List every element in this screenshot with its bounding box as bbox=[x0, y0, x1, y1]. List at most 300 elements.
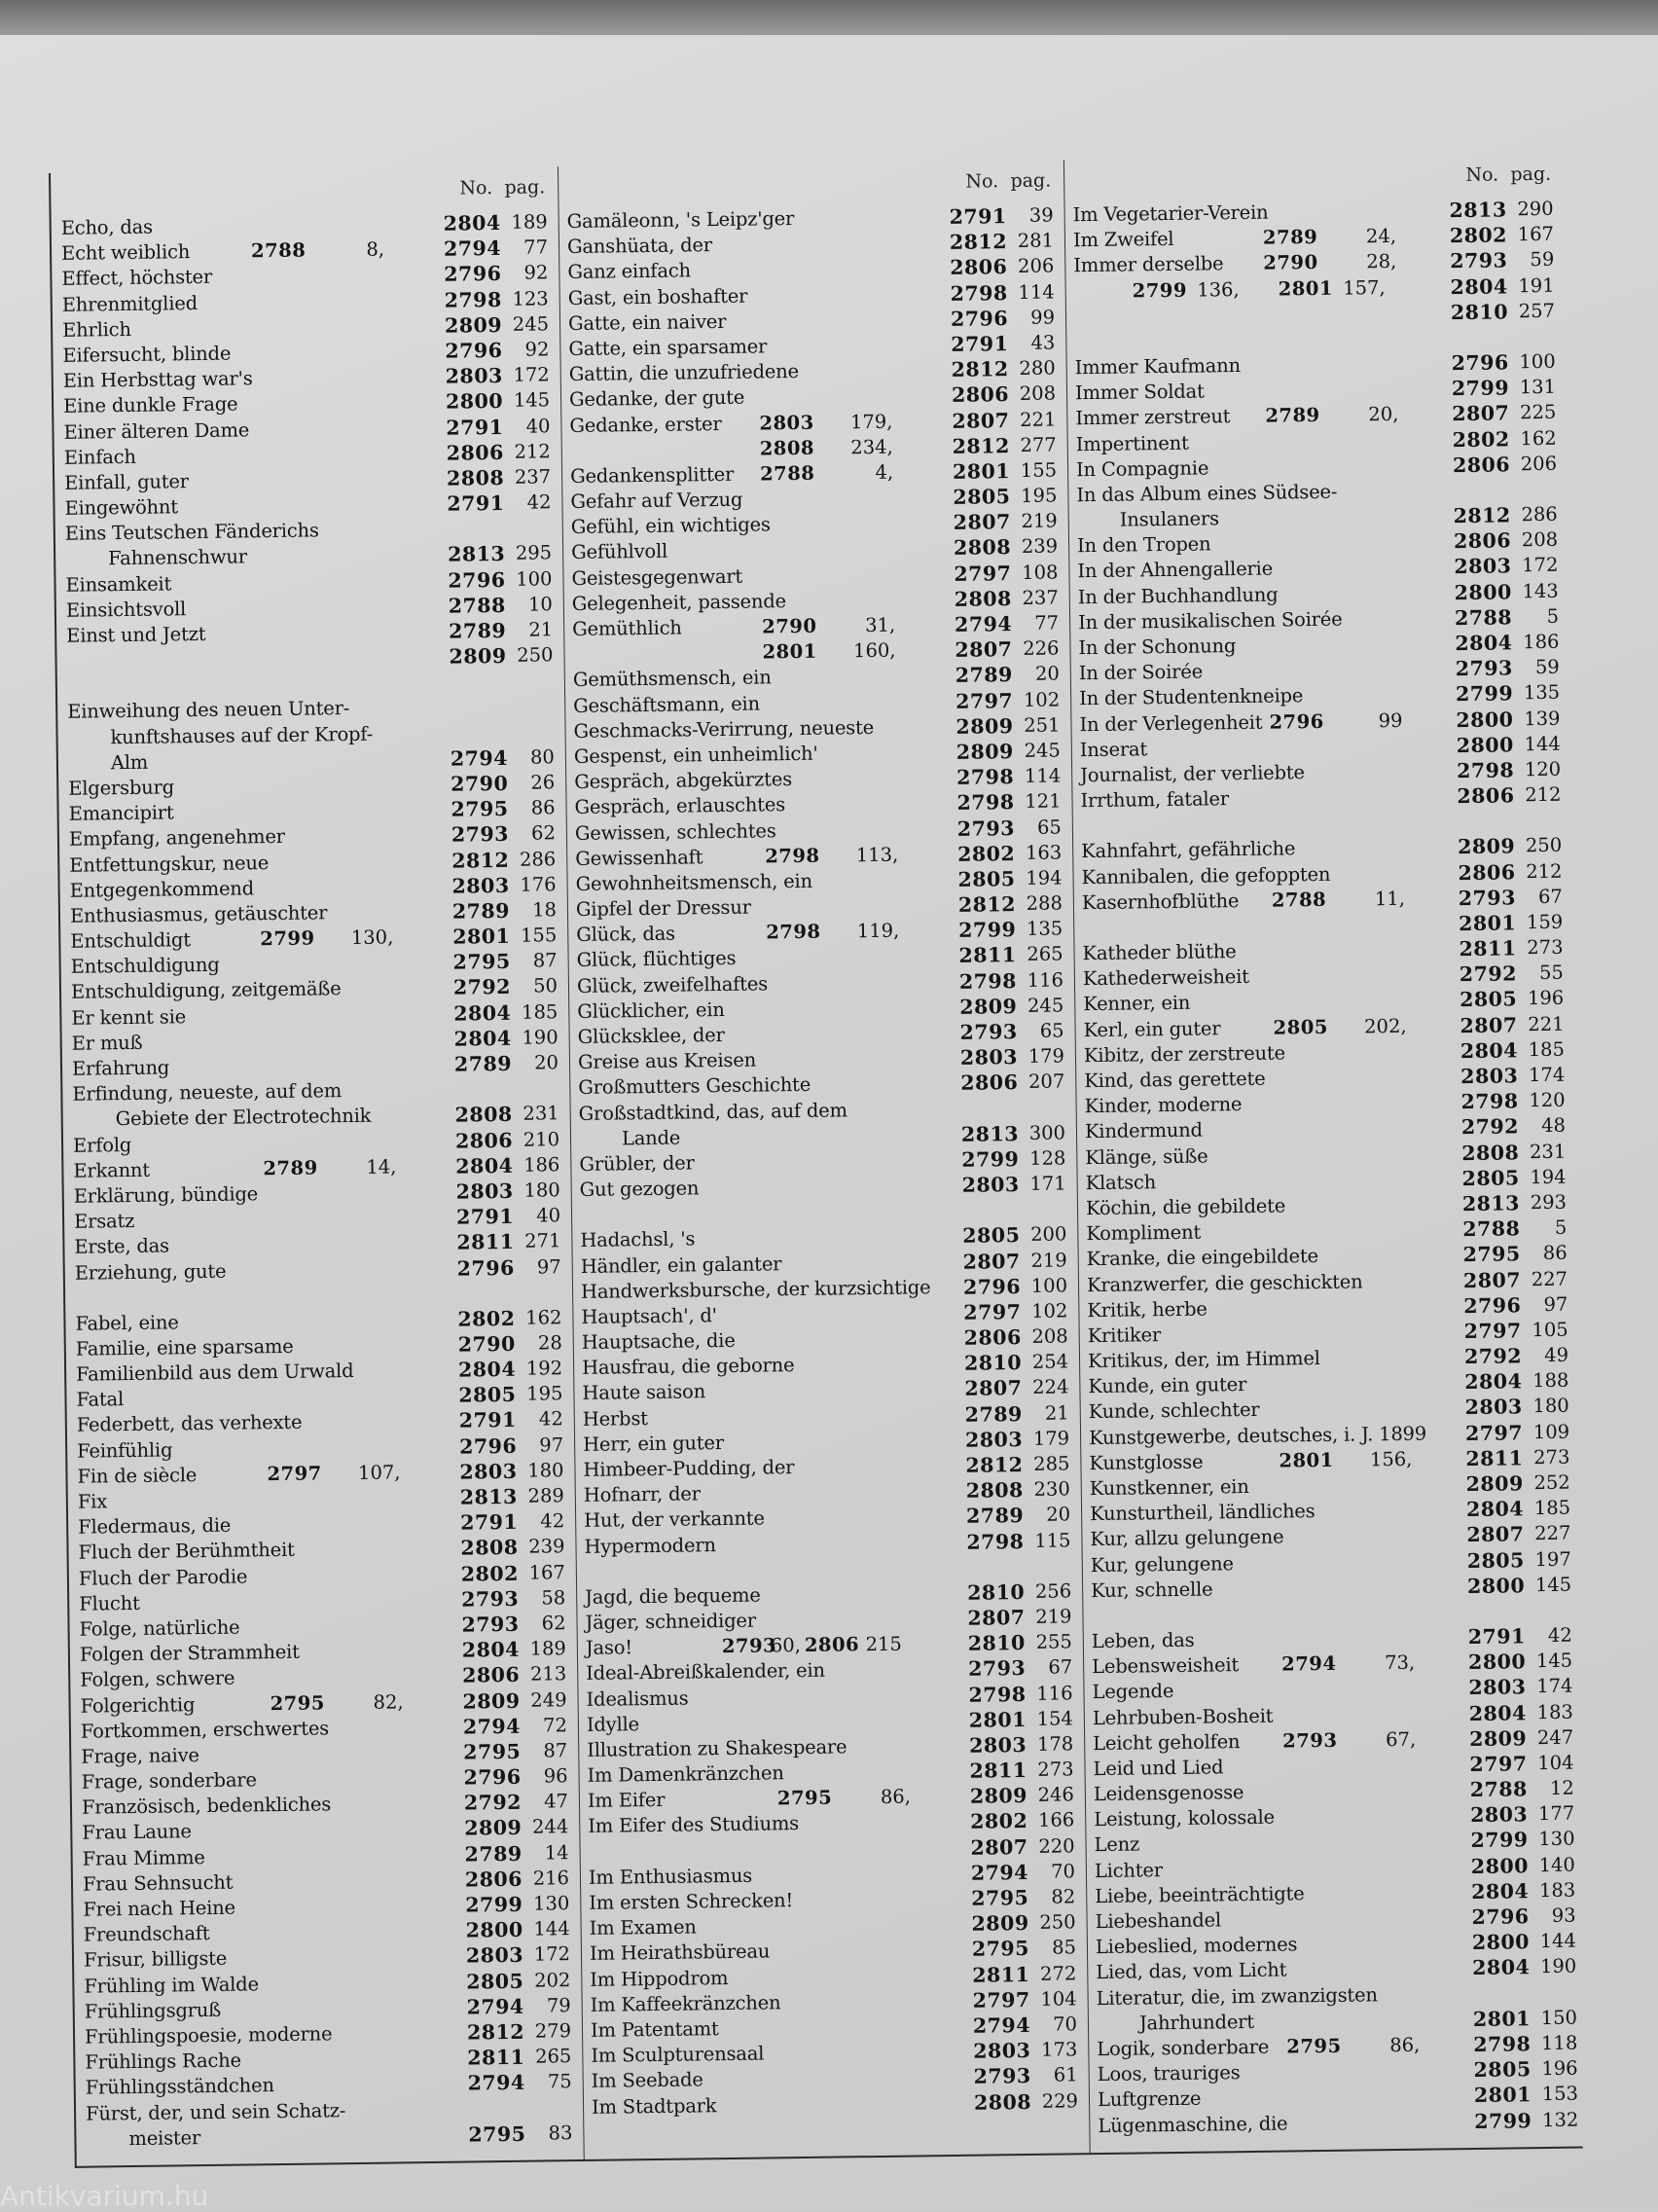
page: 116 bbox=[1027, 968, 1064, 992]
entry-title: Feinfühlig bbox=[77, 1438, 173, 1463]
page: 219 bbox=[1035, 1605, 1072, 1628]
cross-ref-number: 2801 bbox=[762, 639, 817, 664]
number: 2807 bbox=[970, 1834, 1028, 1860]
page: 251 bbox=[1024, 713, 1061, 737]
number: 2803 bbox=[1469, 1802, 1529, 1828]
number: 2808 bbox=[446, 465, 505, 490]
index-column-1 bbox=[60, 176, 575, 2158]
number: 2789 bbox=[464, 1841, 523, 1867]
entry-title: Hadachsl, 's bbox=[580, 1227, 696, 1252]
number: 2799 bbox=[1474, 2108, 1532, 2133]
page: 273 bbox=[1037, 1758, 1074, 1781]
entry-title: kunftshauses auf der Kropf- bbox=[110, 722, 374, 748]
number: 2792 bbox=[1460, 1114, 1520, 1140]
cross-ref-page: 136, bbox=[1197, 277, 1240, 302]
page: 102 bbox=[1031, 1299, 1068, 1323]
number: 2806 bbox=[464, 1867, 523, 1892]
entry-title: Familie, eine sparsame bbox=[75, 1334, 294, 1360]
entry-title: Literatur, die, im zwanzigsten bbox=[1096, 1982, 1378, 2010]
cross-ref-number: 2795 bbox=[1286, 2034, 1342, 2058]
number: 2803 bbox=[445, 364, 503, 388]
number: 2805 bbox=[953, 485, 1011, 509]
number: 2803 bbox=[1460, 1064, 1519, 1089]
entry-title: Alm bbox=[110, 750, 149, 774]
entry-title: Liebeshandel bbox=[1095, 1908, 1222, 1934]
entry-title: Im Damenkränzchen bbox=[587, 1761, 784, 1787]
entry-title: Ehrlich bbox=[61, 317, 131, 342]
number: 2794 bbox=[462, 1714, 522, 1739]
entry-title: Handwerksbursche, der kurzsichtige bbox=[580, 1275, 931, 1303]
entry-title: Leistung, kolossale bbox=[1094, 1805, 1276, 1831]
number: 2798 bbox=[1456, 758, 1515, 783]
cross-ref-number: 2789 bbox=[1265, 404, 1320, 427]
number: 2793 bbox=[1450, 248, 1508, 273]
entry-title: Ehrenmitglied bbox=[61, 291, 198, 316]
number: 2794 bbox=[450, 745, 509, 771]
cross-ref-number: 2799 bbox=[260, 926, 315, 951]
page: 265 bbox=[534, 2045, 572, 2068]
page: 12 bbox=[1549, 1776, 1575, 1800]
entry-title: Elgersburg bbox=[68, 776, 175, 800]
entry-title: Gast, ein boshafter bbox=[567, 284, 748, 309]
number: 2804 bbox=[1471, 1879, 1530, 1904]
entry-title: Herbst bbox=[582, 1406, 648, 1431]
number: 2807 bbox=[1466, 1522, 1525, 1547]
page: 145 bbox=[1534, 1573, 1572, 1596]
entry-title: Entfettungskur, neue bbox=[69, 851, 270, 877]
page: 67 bbox=[1537, 885, 1564, 908]
index-column-3 bbox=[1072, 163, 1581, 2145]
page: 244 bbox=[531, 1815, 569, 1839]
entry-title: Empfang, angenehmer bbox=[68, 825, 286, 852]
cross-ref-number: 2799 bbox=[1132, 278, 1188, 302]
number: 2794 bbox=[443, 236, 502, 261]
entry-title: Frau Sehnsucht bbox=[82, 1870, 234, 1896]
cross-ref-number: 2795 bbox=[776, 1786, 833, 1810]
page: 177 bbox=[1537, 1801, 1575, 1826]
number: 2807 bbox=[953, 510, 1011, 535]
cross-ref-number: 2788 bbox=[1271, 888, 1327, 912]
entry-title: Echt weiblich bbox=[60, 240, 191, 266]
cross-ref-page: 156, bbox=[1369, 1447, 1413, 1471]
number: 2804 bbox=[453, 1026, 512, 1051]
number: 2797 bbox=[1463, 1319, 1522, 1343]
page: 280 bbox=[1019, 356, 1056, 381]
number: 2804 bbox=[1464, 1369, 1523, 1395]
number: 2800 bbox=[465, 1917, 523, 1942]
page: 166 bbox=[1037, 1808, 1075, 1832]
number: 2796 bbox=[1451, 350, 1509, 376]
page: 213 bbox=[529, 1662, 567, 1686]
page: 155 bbox=[1020, 458, 1058, 482]
page: 192 bbox=[525, 1357, 563, 1380]
number: 2800 bbox=[1467, 1650, 1527, 1675]
entry-title: Journalist, der verliebte bbox=[1080, 761, 1305, 787]
entry-title: Kunsturtheil, ländliches bbox=[1089, 1500, 1316, 1526]
page: 271 bbox=[524, 1229, 561, 1253]
number: 2808 bbox=[973, 2089, 1032, 2115]
number: 2806 bbox=[960, 1070, 1019, 1096]
number: 2794 bbox=[466, 1994, 524, 2019]
entry-title: Grübler, der bbox=[579, 1151, 695, 1176]
page: 186 bbox=[1523, 630, 1560, 654]
entry-title: Kritik, herbe bbox=[1087, 1297, 1207, 1322]
number: 2792 bbox=[1459, 961, 1518, 987]
number: 2794 bbox=[970, 1860, 1029, 1885]
page: 120 bbox=[1529, 1088, 1566, 1112]
page: 167 bbox=[1517, 222, 1555, 246]
page: 50 bbox=[533, 974, 559, 997]
number: 2803 bbox=[455, 1179, 514, 1204]
page: 221 bbox=[1020, 407, 1057, 431]
page: 48 bbox=[1540, 1114, 1567, 1138]
page: 59 bbox=[1534, 655, 1560, 679]
cross-ref-page: 24, bbox=[1365, 225, 1397, 248]
entry-title: Erfahrung bbox=[71, 1056, 170, 1080]
cross-ref-number: 2790 bbox=[762, 614, 817, 638]
page: 173 bbox=[1040, 2038, 1078, 2061]
entry-title: Jagd, die bequeme bbox=[585, 1583, 761, 1609]
number: 2792 bbox=[1463, 1344, 1523, 1369]
page: 5 bbox=[1546, 604, 1560, 628]
number: 2804 bbox=[1460, 1038, 1519, 1063]
number: 2803 bbox=[961, 1173, 1020, 1197]
entry-title: Im Hippodrom bbox=[590, 1966, 729, 1991]
cross-ref-page: 99 bbox=[1378, 708, 1403, 732]
number: 2797 bbox=[963, 1299, 1022, 1324]
entry-title: Gemüthlich bbox=[572, 616, 682, 640]
page: 20 bbox=[534, 1051, 559, 1074]
page: 61 bbox=[1053, 2063, 1078, 2086]
entry-title: Kasernhofblüthe bbox=[1081, 888, 1240, 914]
entry-title: In der Buchhandlung bbox=[1077, 583, 1279, 608]
page: 171 bbox=[1029, 1172, 1066, 1196]
number: 2799 bbox=[958, 918, 1017, 943]
header-no: No. bbox=[965, 170, 999, 193]
number: 2813 bbox=[1449, 198, 1507, 223]
number: 2791 bbox=[446, 415, 504, 440]
page: 162 bbox=[1520, 426, 1557, 450]
page: 83 bbox=[548, 2121, 573, 2145]
entry-title: Gatte, ein sparsamer bbox=[568, 335, 768, 360]
number: 2796 bbox=[456, 1255, 515, 1281]
page: 109 bbox=[1532, 1420, 1570, 1443]
number: 2812 bbox=[1453, 503, 1511, 528]
entry-title: Haute saison bbox=[582, 1380, 706, 1405]
number: 2813 bbox=[459, 1484, 518, 1509]
number: 2803 bbox=[964, 1427, 1024, 1452]
number: 2793 bbox=[1455, 656, 1513, 681]
number: 2788 bbox=[1469, 1777, 1529, 1802]
number: 2806 bbox=[963, 1325, 1022, 1350]
page: 256 bbox=[1034, 1579, 1072, 1603]
page: 190 bbox=[1539, 1954, 1577, 1978]
page: 42 bbox=[526, 490, 552, 514]
page: 208 bbox=[1019, 381, 1057, 406]
number: 2797 bbox=[1464, 1420, 1524, 1445]
page: 224 bbox=[1032, 1375, 1069, 1399]
number: 2789 bbox=[453, 1051, 513, 1076]
entry-title: Hauptsache, die bbox=[581, 1328, 736, 1354]
entry-title: Impertinent bbox=[1075, 431, 1189, 455]
cross-ref-number: 2790 bbox=[1263, 251, 1318, 275]
cross-ref-page: 11, bbox=[1374, 887, 1406, 910]
entry-title: Einfach bbox=[63, 445, 136, 469]
page: 200 bbox=[1029, 1222, 1067, 1247]
page: 39 bbox=[1028, 203, 1054, 227]
number: 2800 bbox=[1456, 707, 1514, 732]
page: 195 bbox=[526, 1382, 563, 1405]
entry-title: Im Sculpturensaal bbox=[591, 2042, 765, 2067]
cross-ref-page: 202, bbox=[1364, 1014, 1407, 1037]
page: 145 bbox=[1535, 1649, 1573, 1673]
number: 2800 bbox=[445, 389, 504, 414]
number: 2788 bbox=[1454, 605, 1513, 630]
entry-title: Erklärung, bündige bbox=[73, 1182, 259, 1208]
page: 163 bbox=[1025, 841, 1063, 864]
number: 2804 bbox=[1465, 1497, 1525, 1522]
entry-title: Frage, sonderbare bbox=[81, 1768, 257, 1794]
entry-title: In der Verlegenheit bbox=[1079, 710, 1263, 736]
number: 2806 bbox=[454, 1128, 514, 1153]
page: 145 bbox=[513, 388, 551, 413]
entry-title: Gefühlvoll bbox=[570, 540, 668, 564]
number: 2793 bbox=[460, 1586, 520, 1612]
number: 2804 bbox=[1455, 631, 1513, 656]
page: 14 bbox=[544, 1840, 569, 1865]
number: 2799 bbox=[465, 1892, 523, 1917]
entry-title: Immer zerstreut bbox=[1075, 405, 1231, 430]
page: 286 bbox=[519, 847, 557, 871]
entry-title: Jäger, schneidiger bbox=[585, 1609, 757, 1634]
entry-title: Hut, der verkannte bbox=[584, 1506, 765, 1533]
page: 167 bbox=[528, 1560, 566, 1584]
entry-title: Gewohnheitsmensch, ein bbox=[575, 869, 813, 895]
page: 67 bbox=[1048, 1655, 1073, 1679]
number: 2800 bbox=[1471, 1930, 1531, 1955]
entry-title: Kerl, ein guter bbox=[1083, 1016, 1221, 1041]
entry-title: Liebeslied, modernes bbox=[1095, 1933, 1298, 1959]
page: 196 bbox=[1541, 2056, 1578, 2081]
page: 162 bbox=[525, 1305, 562, 1329]
entry-title: Kompliment bbox=[1086, 1220, 1202, 1246]
number: 2788 bbox=[448, 593, 507, 618]
entry-title: Kinder, moderne bbox=[1084, 1093, 1243, 1118]
page: 128 bbox=[1028, 1146, 1066, 1170]
number: 2798 bbox=[1473, 2032, 1532, 2056]
entry-title: Lied, das, vom Licht bbox=[1096, 1958, 1287, 1984]
number: 2812 bbox=[949, 230, 1008, 255]
entry-title: Luftgrenze bbox=[1097, 2086, 1202, 2112]
entry-title: Lügenmaschine, die bbox=[1098, 2112, 1288, 2137]
entry-title: Fix bbox=[77, 1490, 108, 1513]
entry-title: Geschmacks-Verirrung, neueste bbox=[573, 715, 875, 743]
entry-title: Echo, das bbox=[60, 215, 154, 239]
page: 188 bbox=[1532, 1368, 1569, 1393]
number: 2806 bbox=[462, 1663, 521, 1687]
number: 2804 bbox=[443, 210, 501, 236]
entry-title: Gattin, die unzufriedene bbox=[568, 360, 800, 386]
header-no: No. bbox=[459, 177, 493, 199]
number: 2803 bbox=[465, 1943, 524, 1968]
page: 70 bbox=[1053, 2013, 1078, 2036]
number: 2799 bbox=[1455, 681, 1514, 707]
page: 273 bbox=[1527, 935, 1564, 960]
number: 2802 bbox=[957, 841, 1016, 866]
number: 2809 bbox=[1465, 1471, 1524, 1497]
entry-title: Katheder blüthe bbox=[1082, 940, 1237, 965]
number: 2798 bbox=[956, 790, 1015, 816]
number: 2805 bbox=[1466, 1547, 1525, 1573]
page: 55 bbox=[1538, 961, 1565, 985]
entry-title: Kritikus, der, im Himmel bbox=[1087, 1347, 1320, 1373]
number: 2813 bbox=[447, 542, 506, 567]
page: 230 bbox=[1033, 1477, 1070, 1502]
number: 2801 bbox=[1473, 2083, 1532, 2108]
entry-title: Insulaners bbox=[1119, 507, 1220, 531]
entry-title: Klänge, süße bbox=[1085, 1144, 1208, 1169]
number: 2800 bbox=[1470, 1853, 1530, 1878]
cross-ref-page: 160, bbox=[852, 638, 896, 663]
number: 2795 bbox=[463, 1739, 522, 1764]
number: 2806 bbox=[1458, 859, 1516, 885]
number: 2806 bbox=[1453, 528, 1512, 554]
number: 2811 bbox=[1459, 936, 1517, 961]
page: 159 bbox=[1526, 910, 1564, 934]
page: 179 bbox=[1027, 1044, 1065, 1069]
entry-title: Kunstgewerbe, deutsches, i. J. 1899 bbox=[1088, 1422, 1427, 1449]
page: 194 bbox=[1530, 1165, 1567, 1188]
page: 237 bbox=[514, 465, 552, 489]
number: 2798 bbox=[966, 1529, 1025, 1554]
page: 26 bbox=[530, 771, 556, 794]
number: 2803 bbox=[1454, 554, 1512, 579]
entry-title: In der Studentenkneipe bbox=[1079, 684, 1304, 710]
page: 82 bbox=[1051, 1885, 1076, 1908]
number: 2800 bbox=[1466, 1574, 1526, 1598]
entry-title: Gefahr auf Verzug bbox=[570, 488, 743, 514]
entry-title: Emancipirt bbox=[68, 801, 174, 825]
page: 72 bbox=[542, 1713, 568, 1737]
entry-title: Einsamkeit bbox=[65, 572, 172, 597]
number: 2809 bbox=[449, 644, 507, 669]
page: 108 bbox=[1022, 561, 1059, 584]
number: 2809 bbox=[971, 1911, 1029, 1936]
page: 186 bbox=[523, 1152, 560, 1177]
number: 2803 bbox=[969, 1732, 1027, 1758]
page: 97 bbox=[536, 1254, 561, 1279]
number: 2808 bbox=[953, 535, 1012, 561]
page: 153 bbox=[1541, 2082, 1579, 2106]
page: 252 bbox=[1533, 1470, 1570, 1495]
page: 281 bbox=[1017, 229, 1055, 253]
entry-title: Im ersten Schrecken! bbox=[589, 1889, 794, 1914]
page: 195 bbox=[1021, 484, 1058, 508]
entry-title: Kranzwerfer, die geschickten bbox=[1086, 1269, 1363, 1296]
entry-title: Lehrbuben-Bosheit bbox=[1092, 1704, 1274, 1729]
number: 2803 bbox=[959, 1045, 1019, 1070]
cross-ref-page: 119, bbox=[856, 919, 900, 943]
page: 115 bbox=[1034, 1528, 1071, 1552]
number: 2804 bbox=[461, 1637, 521, 1662]
number: 2807 bbox=[964, 1376, 1023, 1401]
entry-title: Leicht geholfen bbox=[1093, 1729, 1241, 1755]
page: 245 bbox=[1024, 739, 1062, 762]
number: 2806 bbox=[950, 255, 1008, 280]
entry-title: Ein Herbsttag war's bbox=[62, 367, 253, 392]
entry-title: meister bbox=[128, 2125, 201, 2150]
page: 229 bbox=[1041, 2088, 1079, 2113]
number: 2809 bbox=[464, 1816, 523, 1840]
number: 2795 bbox=[971, 1885, 1029, 1910]
entry-title: Frei nach Heine bbox=[83, 1896, 236, 1921]
page: 254 bbox=[1031, 1350, 1069, 1374]
number: 2810 bbox=[967, 1631, 1027, 1655]
page: 212 bbox=[1526, 859, 1563, 883]
page: 97 bbox=[539, 1432, 564, 1457]
number: 2802 bbox=[1449, 223, 1508, 248]
cross-ref-page: 215 bbox=[865, 1632, 903, 1656]
number: 2804 bbox=[455, 1153, 514, 1179]
page: 190 bbox=[522, 1026, 559, 1049]
entry-title: Glücklicher, ein bbox=[577, 997, 725, 1023]
entry-title: In der Soirée bbox=[1078, 660, 1204, 685]
number: 2802 bbox=[460, 1561, 520, 1586]
page: 206 bbox=[1017, 254, 1055, 278]
entry-title: Erste, das bbox=[74, 1234, 170, 1259]
page: 206 bbox=[1520, 452, 1558, 475]
page: 197 bbox=[1534, 1547, 1571, 1571]
page: 80 bbox=[529, 744, 556, 769]
page: 176 bbox=[520, 872, 557, 896]
cross-ref-number: 2793 bbox=[721, 1634, 777, 1658]
page: 49 bbox=[1544, 1343, 1569, 1367]
page: 132 bbox=[1541, 2108, 1579, 2131]
page: 227 bbox=[1534, 1522, 1571, 1545]
watermark: Antikvarium.hu bbox=[0, 2180, 209, 2212]
entry-title: Kur, allzu gelungene bbox=[1090, 1525, 1284, 1551]
entry-title: Lebensweisheit bbox=[1092, 1653, 1240, 1679]
entry-title: Eine dunkle Frage bbox=[62, 392, 238, 418]
page: 208 bbox=[1521, 527, 1559, 552]
entry-title: Kur, schnelle bbox=[1091, 1577, 1213, 1602]
number: 2793 bbox=[959, 1020, 1018, 1044]
page: 62 bbox=[530, 821, 557, 845]
entry-title: Erfolg bbox=[72, 1133, 132, 1157]
number: 2801 bbox=[968, 1707, 1027, 1732]
entry-title: Köchin, die gebildete bbox=[1085, 1194, 1286, 1220]
entry-title: Im Examen bbox=[589, 1915, 697, 1940]
number: 2798 bbox=[950, 280, 1008, 306]
page: 87 bbox=[543, 1739, 568, 1762]
entry-title: Im Heirathsbüreau bbox=[589, 1940, 771, 1966]
page: 100 bbox=[1030, 1274, 1068, 1297]
entry-title: Gut gezogen bbox=[579, 1177, 700, 1202]
header-pag: pag. bbox=[504, 176, 546, 199]
page: 239 bbox=[528, 1535, 565, 1559]
entry-title: Fabel, eine bbox=[75, 1311, 179, 1335]
cross-ref-page: 82, bbox=[373, 1689, 404, 1714]
number: 2809 bbox=[444, 312, 503, 338]
cross-ref-number: 2789 bbox=[1262, 226, 1318, 249]
entry-title: Immer Kaufmann bbox=[1074, 353, 1241, 380]
page: 135 bbox=[1026, 917, 1063, 941]
page: 180 bbox=[1532, 1395, 1569, 1418]
page: 40 bbox=[525, 414, 551, 438]
page: 154 bbox=[1036, 1707, 1074, 1730]
page: 231 bbox=[1529, 1140, 1567, 1163]
page: 227 bbox=[1531, 1267, 1568, 1290]
